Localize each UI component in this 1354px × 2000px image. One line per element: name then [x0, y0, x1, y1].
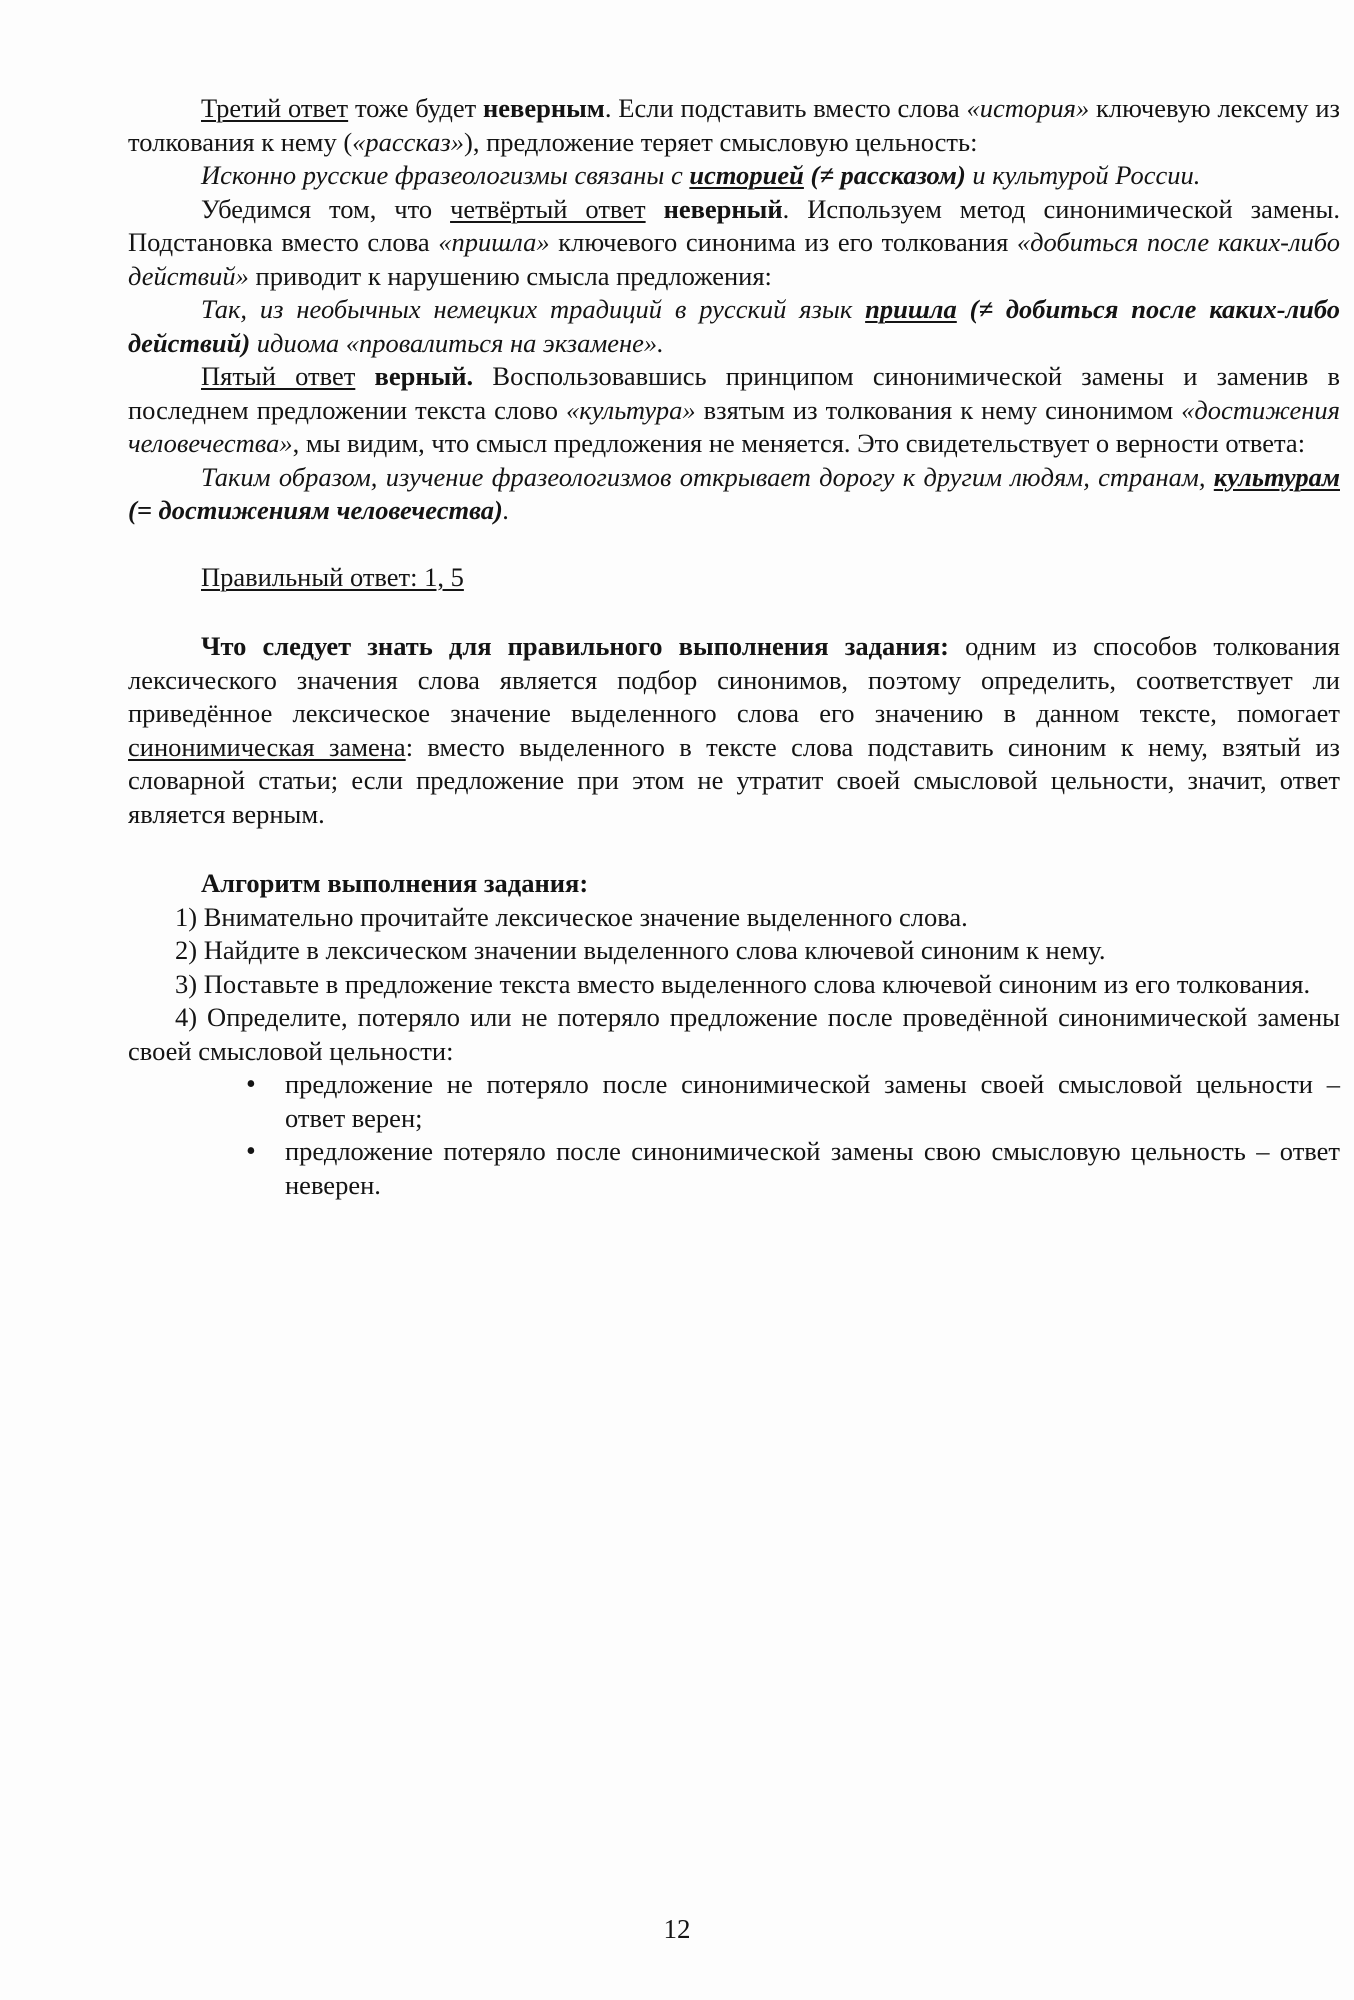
word-history: «история»	[966, 93, 1090, 123]
text-run	[646, 194, 664, 224]
verdict-incorrect: неверным	[483, 93, 605, 123]
paragraph-fifth-answer	[128, 360, 1340, 461]
third-answer-label: Третий ответ	[201, 93, 349, 123]
what-to-know-paragraph	[128, 630, 1340, 831]
text-run: приводит к нарушению смысла предложения:	[248, 260, 772, 291]
substitution-note: (≠ рассказом)	[803, 160, 966, 190]
algorithm-step-1: 1) Внимательно прочитайте лексическое значение выделенного слова.	[175, 901, 968, 932]
word-came: «пришла»	[438, 227, 550, 257]
text-run: . Если подставить вместо слова	[604, 93, 967, 123]
word-culture: «культура»	[565, 394, 696, 425]
text-run	[355, 361, 374, 391]
text-run: Воспользовавшись принципом синонимической замены и заменив в последнем предложении текста слово	[128, 361, 1340, 425]
fourth-answer-label: четвёртый ответ	[450, 193, 646, 224]
text-run: взятым из толкования к нему синонимом	[695, 394, 1182, 425]
example-sentence-2	[128, 293, 1340, 360]
text-run: ключевого синонима из его толкования	[549, 227, 1017, 257]
paragraph-fourth-answer	[128, 193, 1340, 294]
list-item-incorrect: • предложение потеряло после синонимической замены свою смысловую цельность – ответ неверен.	[128, 1135, 1340, 1202]
page-content	[128, 92, 1340, 1202]
example-sentence-1	[128, 159, 1340, 193]
paragraph-third-answer	[128, 92, 1340, 159]
text-run: ключевую лексему из толкования к нему (	[128, 93, 1340, 157]
algorithm-step-3: 3) Поставьте в предложение текста вместо выделенного слова ключевой синоним из его толкования.	[175, 968, 1311, 999]
fifth-answer-label: Пятый ответ	[201, 361, 356, 391]
algorithm-step-4: 4) Определите, потеряло или не потеряло предложение после проведённой синонимической замены своей смысловой цельности:	[128, 1002, 1340, 1066]
text-run: Таким образом, изучение фразеологизмов открывает дорогу к другим людям, странам,	[201, 461, 1214, 492]
text-run: тоже будет	[348, 93, 483, 123]
text-run: .	[502, 495, 510, 525]
text-run: , мы видим, что смысл предложения не меняется. Это свидетельствует о верности ответа:	[292, 428, 1306, 458]
substitution-note: (= достижениям человечества)	[128, 495, 503, 525]
word-story: «рассказ»	[352, 126, 465, 157]
text-run: Убедимся том, что	[201, 193, 451, 224]
what-to-know-heading: Что следует знать для правильного выполнения задания:	[201, 631, 949, 661]
verdict-incorrect: неверный	[663, 193, 783, 224]
text-run: ), предложение теряет смысловую цельность:	[464, 126, 978, 157]
verdict-correct: верный.	[374, 361, 474, 391]
substitution-note: (≠ добиться после каких-либо действий)	[128, 294, 1340, 358]
correct-answer-text: Правильный ответ: 1, 5	[201, 561, 464, 592]
synonym-definition: «достижения человечества»	[128, 394, 1340, 458]
synonym-replacement-term: синонимическая замена	[128, 731, 406, 762]
text-run: Исконно русские фразеологизмы связаны с	[201, 160, 690, 190]
text-run: . Используем метод синонимической замены. Подстановка вместо слова	[128, 193, 1340, 257]
text-run: Так, из необычных немецких традиций в русский язык	[201, 294, 866, 324]
algorithm-step-2: 2) Найдите в лексическом значении выделенного слова ключевой синоним к нему.	[175, 935, 1106, 965]
text-run: и культурой России.	[965, 160, 1201, 190]
highlighted-word: историей	[689, 160, 804, 190]
highlighted-word: пришла	[865, 294, 957, 324]
text-run: одним из способов толкования лексического значения слова является подбор синонимов, поэтому определить, соответствует ли приведённое лексическое значение выделенного слова его значению в данном тексте, помогает	[128, 631, 1340, 728]
text-run: идиома «провалиться на экзамене».	[250, 327, 664, 358]
synonym-definition: «добиться после каких-либо действий»	[128, 227, 1341, 291]
highlighted-word: культурам	[1213, 461, 1340, 492]
list-item-correct: • предложение не потеряло после синонимической замены своей смысловой цельности – ответ верен;	[128, 1068, 1340, 1135]
example-sentence-3	[128, 461, 1340, 528]
algorithm-outcomes-list	[128, 1068, 1340, 1202]
correct-answer	[128, 561, 1340, 595]
algorithm-heading: Алгоритм выполнения задания:	[201, 868, 589, 898]
page-number: 12	[663, 1914, 691, 1944]
text-run: : вместо выделенного в тексте слова подставить синоним к нему, взятый из словарной статьи; если предложение при этом не утратит своей смысловой цельности, значит, ответ является верным.	[128, 731, 1340, 829]
